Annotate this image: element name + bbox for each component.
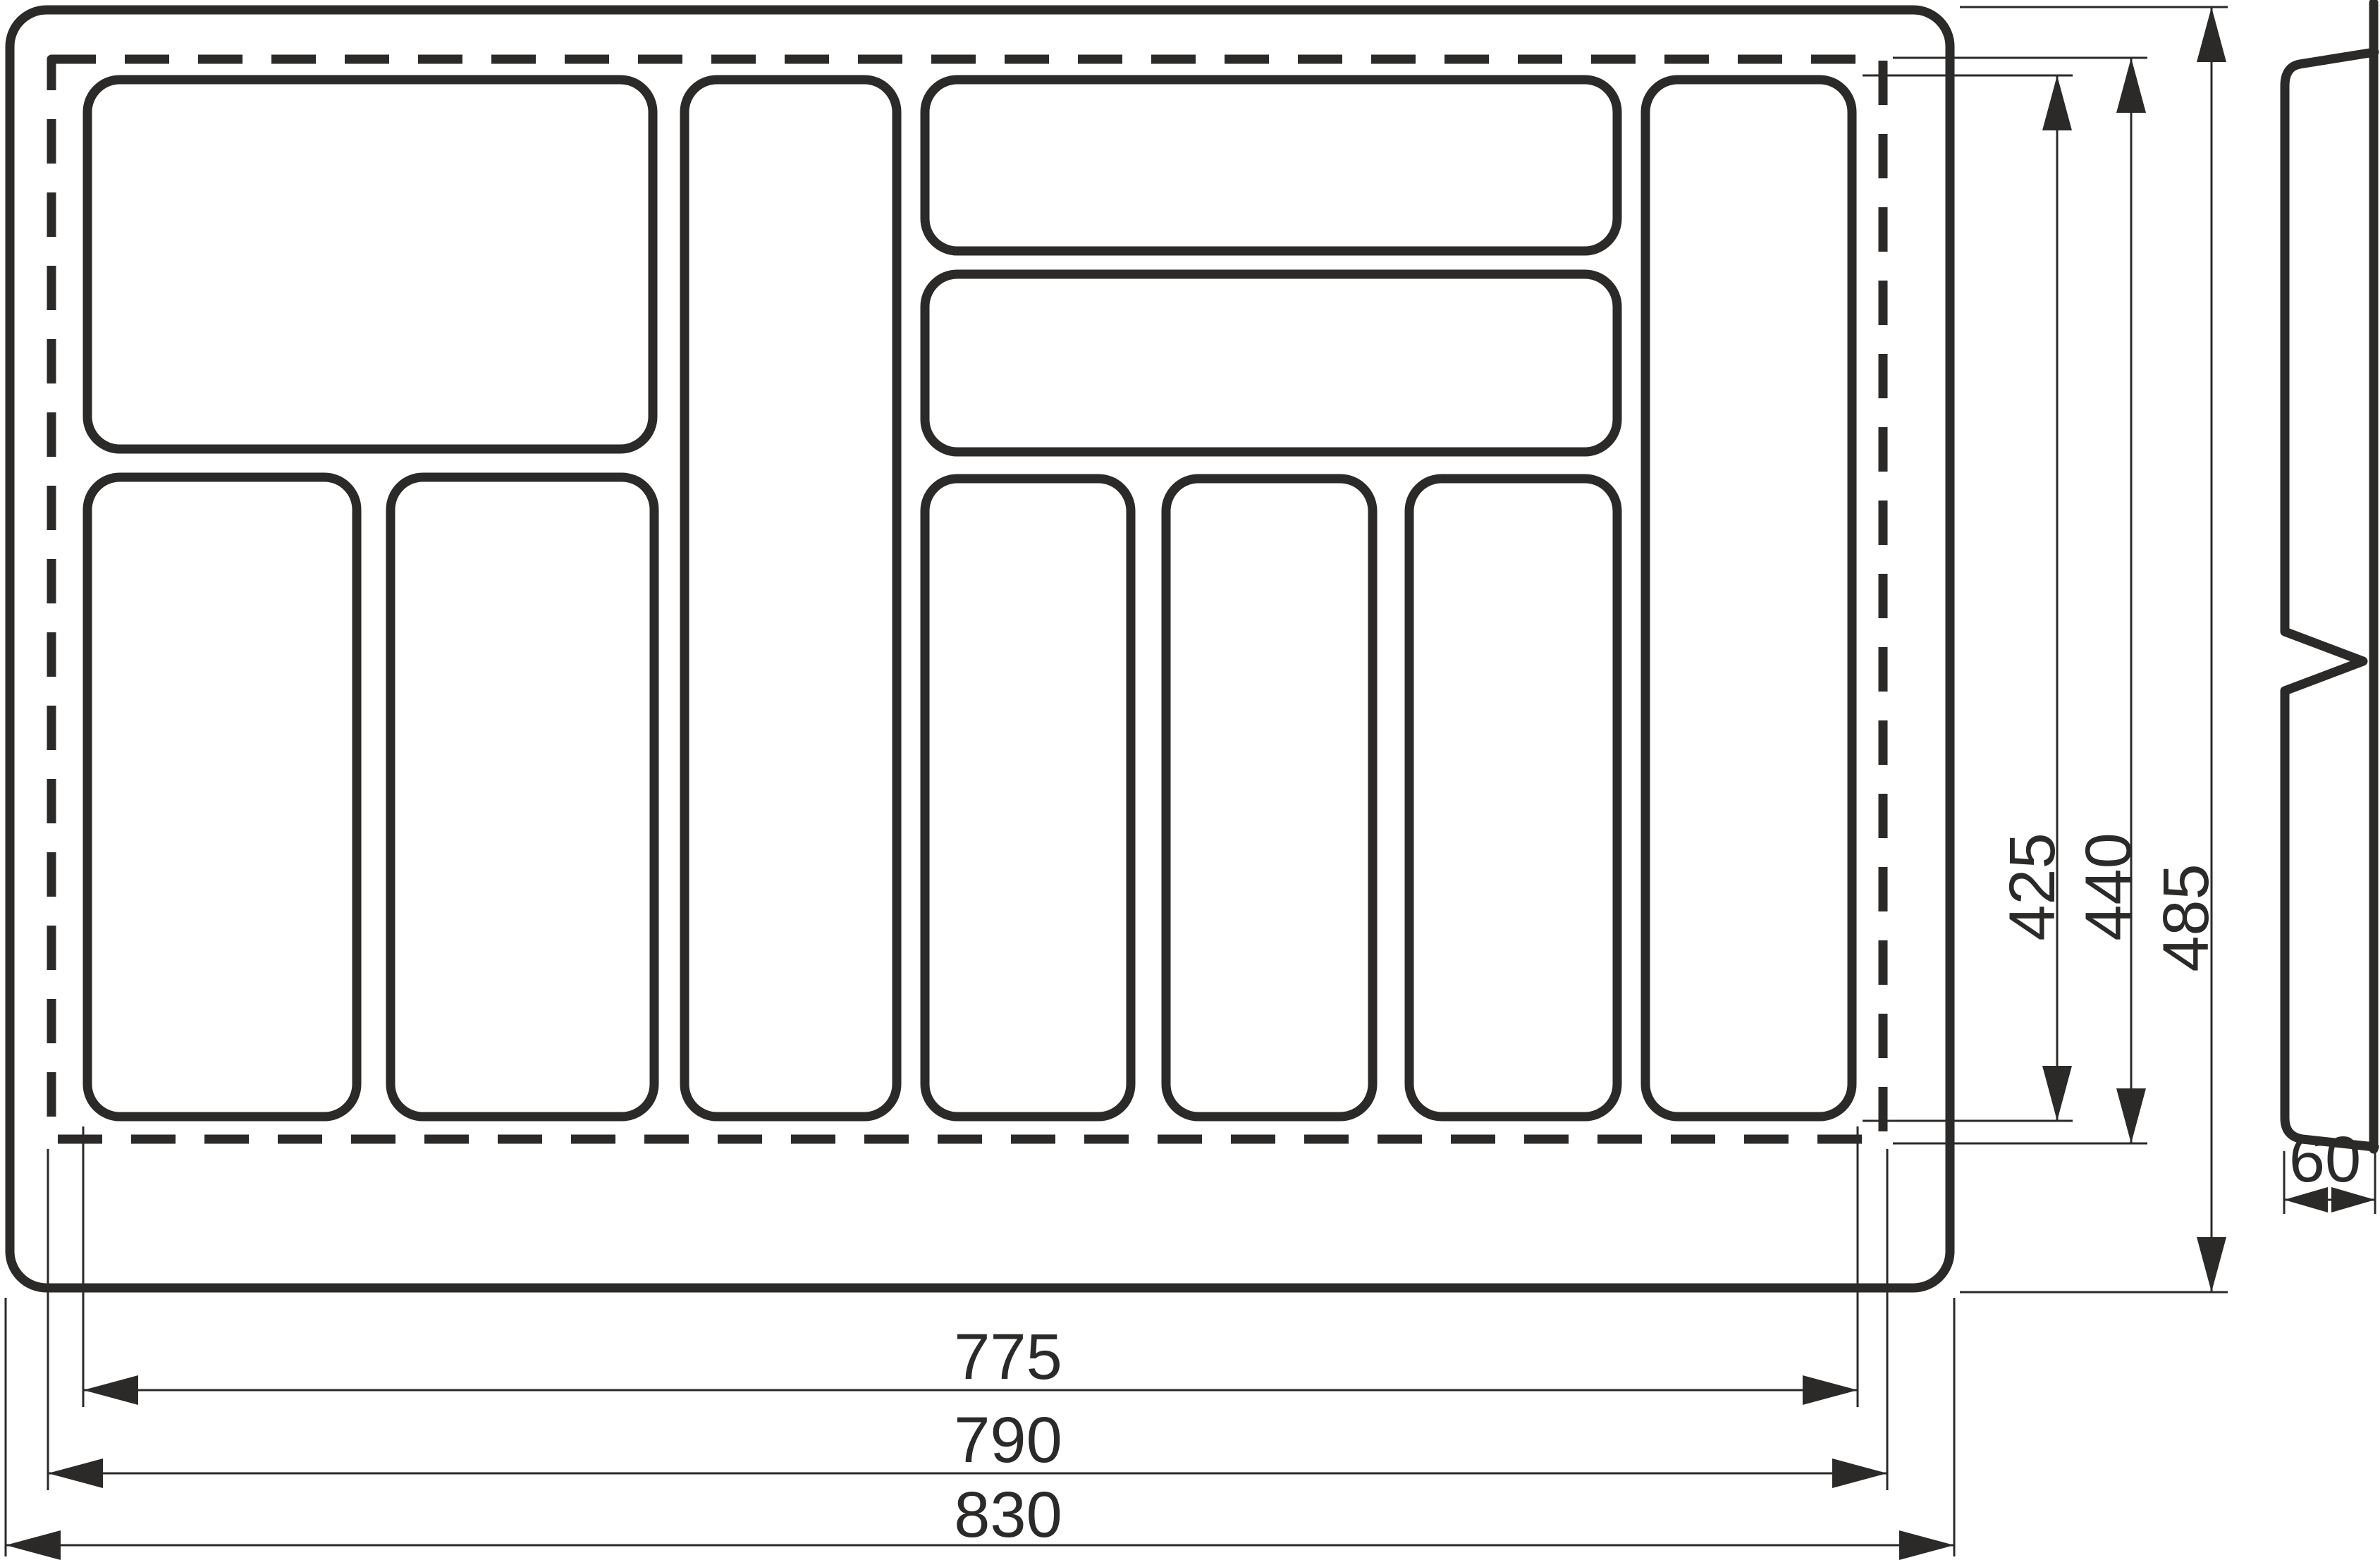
dim-label-inner-width: 775 [954,1321,1062,1393]
dim-label-trim-depth: 440 [2073,833,2145,941]
dim-label-trim-width: 790 [954,1404,1062,1476]
dim-label-outer-width: 830 [954,1479,1062,1551]
dim-label-outer-depth: 485 [2150,864,2223,972]
dim-label-inner-depth: 425 [1996,833,2069,941]
dim-label-side-depth: 60 [2288,1124,2362,1196]
